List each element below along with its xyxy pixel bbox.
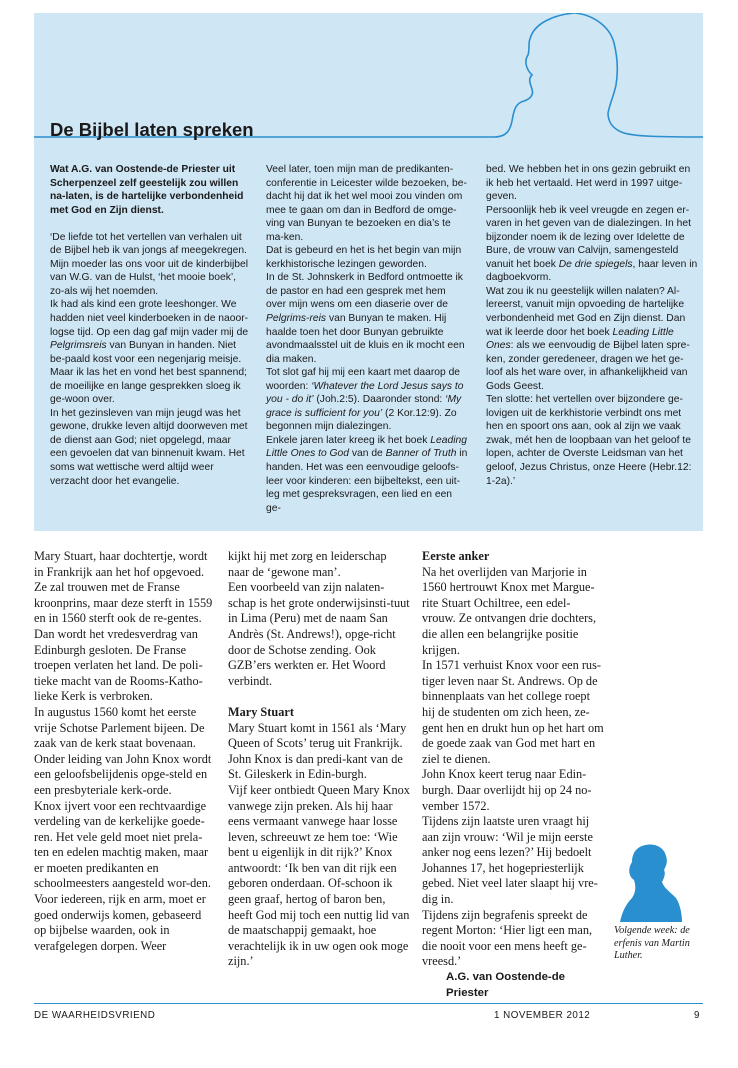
main-paragraph: Vijf keer ontbiedt Queen Mary Knox vanwege zijn preken. Als hij haar eens vermaant vanwege haar losse leven, schreeuwt ze hem toe: ‘Wie bent u eigenlijk in dit rijk?’ Knox antwoordt: ‘Ik ben van dit rijk een geboren onderdaan. Of-schoon ik geen graaf, hertog of baron ben, heeft God mij toch een nuttig lid van de maatschappij gemaakt, hoe verachtelijk ik in uw ogen ook moge zijn.’ [228,782,410,969]
main-paragraph: Een voorbeeld van zijn nalaten-schap is het grote onderwijsinsti-tuut in Lima (Peru) met de naam San Andrès (St. Andrews!), opge-richt door de Schotse zending. Ook GZB’ers werkten er. Het Woord verbindt. [228,580,410,688]
main-paragraph: Knox ijvert voor een rechtvaardige verdeling van de kerkelijke goede-ren. Het vele geld moet niet prela-ten en edelen machtig maken, maar er moeten predikanten en schoolmeesters aangesteld wor-den. Voor iedereen, rijk en arm, moet er goed onderwijs komen, gebaseerd op bijbelse waarden, ook in verafgelegen dorpen. Weer [34,798,211,953]
author-byline: A.G. van Oostende-de Priester [446,971,565,999]
article-paragraph: Dat is gebeurd en het is het begin van mijn kerkhistorische lezingen geworden. [266,245,462,270]
main-paragraph: Tijdens zijn begrafenis spreekt de regent Morton: ‘Hier ligt een man, die nooit voor een mens heeft ge-vreesd.’ [422,907,593,969]
footer-page-number: 9 [694,1010,700,1021]
footer-divider [34,1003,703,1004]
main-paragraph: Tijdens zijn laatste uren vraagt hij aan zijn vrouw: ‘Wil je mijn eerste anker nog eens lezen?’ Hij bedoelt Johannes 17, het hogepriesterlijk gebed. Niet veel later slaapt hij vre-dig in. [422,814,598,907]
article-paragraph: Veel later, toen mijn man de predikanten-conferentie in Leicester wilde bezoeken, be-dacht hij dat ik het wel mooi zou vinden om mee te gaan om dan in Bedford de omge-ving van Bunyan te bezoeken en dia’s te ma-ken. [266,164,467,243]
main-paragraph: In augustus 1560 komt het eerste vrije Schotse Parlement bijeen. De zaak van de kerk staat bovenaan. Onder leiding van John Knox wordt een geloofsbelijdenis opge-steld en een presbyteriale kerk-orde. [34,704,212,797]
sidebar-box [34,13,703,531]
article-paragraph: Enkele jaren later kreeg ik het boek Leading Little Ones to God van de Banner of Truth in handen. Het was een eenvoudige geloofs-leer voor kinderen: een bijbeltekst, een uit-leg met gespreksvragen, een lied en een ge- [266,434,468,514]
main-paragraph: Na het overlijden van Marjorie in 1560 hertrouwt Knox met Margue-rite Stuart Ochiltree, een edel-vrouw. Ze ontvangen drie dochters, die allen een belangrijke positie krijgen. [422,564,597,657]
article-paragraph: Ik had als kind een grote leeshonger. We hadden niet veel kinderboeken in de naoor-logse tijd. Op een dag gaf mijn vader mij de Pelgrimsreis van Bunyan in handen. Niet be-paald kost voor een negenjarig meisje. Maar ik las het en vond het best spannend; de moeilijke en lange gesprekken sloeg ik ge-woon over. [50,299,249,406]
main-paragraph: In 1571 verhuist Knox voor een rus-tiger leven naar St. Andrews. Op de binnenplaats van het college roept hij de studenten om zich heen, ze-gent hen en drukt hun op het hart om de goede zaak van God met hart en ziel te dienen. [422,658,604,766]
main-paragraph: Dan wordt het vredesverdrag van Edinburgh gesloten. De Franse troepen verlaten het land. De poli-tieke macht van de Rooms-Katho-lieke Kerk is verbroken. [34,626,203,704]
luther-silhouette-icon [620,842,682,922]
main-column-1 [34,549,216,954]
main-column-2 [228,549,410,970]
article-column-2 [266,163,468,515]
article-lead: Wat A.G. van Oostende-de Priester uit Scherpenzeel zelf geestelijk zou willen na-laten, is de hartelijke verbondenheid met God en Zijn dienst. [50,164,244,216]
main-column-3 [422,549,604,1001]
article-column-3 [486,163,698,488]
main-paragraph: John Knox keert terug naar Edin-burgh. Daar overlijdt hij op 24 no-vember 1572. [422,767,592,813]
article-paragraph: In het gezinsleven van mijn jeugd was het gewone, drukke leven altijd doorweven met de dienst aan God; niet opgelegd, maar een gevoelen dat van binnenuit kwam. Het soms wat wettische werd altijd weer verzacht door het evangelie. [50,407,248,487]
article-column-1 [50,163,250,488]
article-paragraph: Ten slotte: het vertellen over bijzondere ge-lovigen uit de kerkhistorie verbindt ons met hen en spoort ons aan, ook al zijn we vaak zwak, mét hen de loopbaan van het geloof te lopen, achter de Overste Leidsman van het geloof, Jezus Christus, onze Heere (Hebr.12: 1-2a).’ [486,394,692,487]
article-paragraph: Wat zou ik nu geestelijk willen nalaten? Al-lereerst, vanuit mijn opvoeding de hartelijke verbondenheid met God en Zijn dienst. Dan wat ik leerde door het boek Leading Little Ones: als we eenvoudig de Bijbel laten spre-ken, zonder geredeneer, dragen we het ge-loof als het ware over, in afhankelijkheid van Gods Geest. [486,285,690,392]
footer-publication: DE WAARHEIDSVRIEND [34,1010,156,1021]
main-paragraph: Mary Stuart komt in 1561 als ‘Mary Queen of Scots’ terug uit Frankrijk. John Knox is dan predi-kant van de St. Gileskerk in Edin-burgh. [228,720,407,782]
footer-date: 1 NOVEMBER 2012 [494,1010,591,1021]
next-week-caption: Volgende week: de erfenis van Martin Luther. [614,925,690,962]
article-title: De Bijbel laten spreken [50,119,254,140]
main-paragraph: kijkt hij met zorg en leiderschap naar de ‘gewone man’. [228,549,387,579]
section-heading-mary-stuart: Mary Stuart [228,704,294,719]
article-paragraph: bed. We hebben het in ons gezin gebruikt en ik heb het vertaald. Het werd in 1997 uitge-geven. [486,164,691,203]
article-paragraph: Tot slot gaf hij mij een kaart met daarop de woorden: ‘Whatever the Lord Jesus says to you - do it’ (Joh.2:5). Daaronder stond: ‘My grace is sufficient for you’ (2 Kor.12:9). Zo begonnen mijn dialezingen. [266,367,464,433]
main-paragraph: Mary Stuart, haar dochtertje, wordt in Frankrijk aan het hof opgevoed. Ze zal trouwen met de Franse kroonprins, maar deze sterft in 1559 en in 1560 sterft ook de re-gentes. [34,549,213,626]
article-paragraph: Persoonlijk heb ik veel vreugde en zegen er-varen in het geven van de dialezingen. In het bijzonder noem ik de lezing over Idelette de Bure, de vrouw van Calvijn, samengesteld vanuit het boek De drie spiegels, haar leven in dagboekvorm. [486,204,698,284]
article-paragraph: In de St. Johnskerk in Bedford ontmoette ik de pastor en had een gesprek met hem over mijn wens om een diaserie over de Pelgrims-reis van Bunyan te maken. Hij haalde toen het door Bunyan gebruikte avondmaalsstel uit de kluis en ik mocht een dia maken. [266,272,465,365]
section-heading-eerste-anker: Eerste anker [422,549,490,563]
article-paragraph: ‘De liefde tot het vertellen van verhalen uit de Bijbel heb ik van jongs af meegekregen. Mijn moeder las ons voor uit de kinderbijbel van W.G. van de Hulst, ‘het mooie boek’, zo-als wij het noemden. [50,231,249,297]
